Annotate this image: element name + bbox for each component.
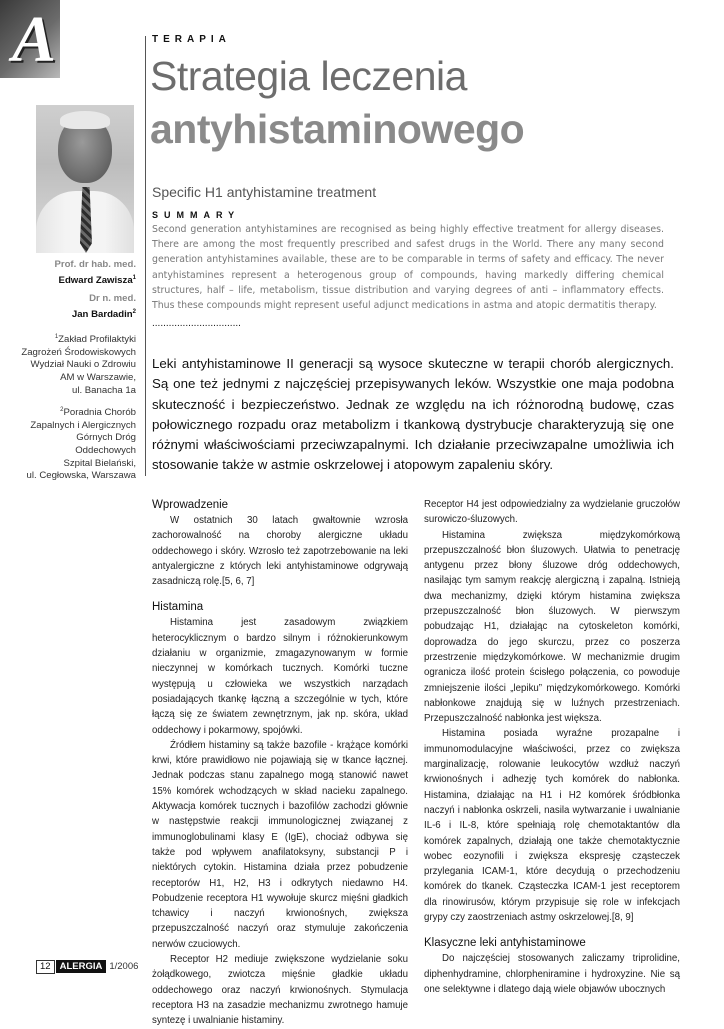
affiliation-2-line (0, 404, 136, 420)
spacer (424, 925, 680, 935)
author-2-name (0, 306, 136, 322)
corner-letter: A (12, 3, 57, 76)
separator-dots: ................................ (152, 318, 241, 329)
author-1-name-text: Edward Zawisza (58, 274, 133, 286)
h4-paragraph: Receptor H4 jest odpowiedzialny za wydzielanie gruczołów surowiczo-śluzowych. (424, 499, 680, 526)
histamine-paragraph-3: Receptor H2 mediuje zwiększone wydzielanie soku żołądkowego, zwiotcza mięśnie gładkie układu oddechowego oraz naczyń krwionośnych. Stymulacja receptora H3 na zasadzie mechanizmu zwrotnego hamuje syntezę i uwalnianie histaminy. (152, 954, 408, 1027)
body-column-left (152, 497, 408, 1029)
spacer (152, 589, 408, 599)
page-footer (36, 960, 138, 973)
author-1-role: Prof. dr hab. med. (54, 259, 136, 270)
author-1-sup: 1 (132, 274, 136, 281)
header-divider (145, 36, 146, 476)
author-1-name (0, 272, 136, 288)
section-corner-block (0, 0, 60, 78)
affiliation-2-line-5: Szpital Bielański, (63, 457, 136, 469)
intro-heading: Wprowadzenie (152, 499, 229, 511)
affiliation-1-sup: 1 (54, 334, 59, 340)
affiliation-1 (0, 331, 136, 397)
author-2-name-text: Jan Bardadin (71, 308, 133, 320)
summary-text: Second generation antyhistamines are recognised as being highly effective treatment for allergy diseases. There are among the most frequently prescribed and safest drugs in the World. There any many second generation antyhistamines available, these are to be comparable in terms of safety and efficacy. The never antyhistamines represent a heterogenous group of compounds, having markedly differing chemical structures, half – life, metabolism, tissue distribution and varying degrees of anti – inflammatory effects. Thus these compounds might represent useful adjunct medications in astma and atopic dermatitis therapy. (152, 224, 664, 312)
author-2 (0, 293, 136, 321)
intro-paragraph: W ostatnich 30 latach gwałtownie wzrosła zachorowalność na choroby alergiczne układu oddechowego i skóry. Wzrosło też zapotrzebowanie na leki antyalergiczne z których leki antyhistaminowe odgrywają zasadniczą rolę.[5, 6, 7] (152, 515, 408, 588)
inflammatory-paragraph: Histamina posiada wyraźne prozapalne i immunomodulacyjne właściwości, przez co zwiększa marginalizację, rolowanie leukocytów wzdłuż naczyń krwionośnych i adhezję tych komórek do nabłonka. Histamina, działając na H1 i H2 komórek śródbłonka naczyń i nabłonka oskrzeli, nasila wytwarzanie i uwalnianie IL-6 i IL-8, które spełniają rolę chemotaktantów dla komórek zapalnych, działają one także chemotaktycznie wobec eozynofili i zwiększa ekspresję cząsteczek przylegania ICAM-1, które decydują o przechodzeniu komórek do tkanek. Cząsteczka ICAM-1 jest receptorem dla rinowirusów, którym przypisuje się role w infekcjach grypy czy zaostrzeniach astmy oskrzelowej.[8, 9] (424, 728, 680, 924)
affiliation-1-line-1: Zakład Profilaktyki (58, 334, 136, 346)
english-subtitle: Specific H1 antyhistamine treatment (152, 184, 377, 200)
section-label: TERAPIA (152, 34, 231, 45)
author-1 (0, 259, 136, 287)
classic-drugs-heading: Klasyczne leki antyhistaminowe (424, 937, 586, 950)
affiliation-2-line-2: Zapalnych i Alergicznych (30, 419, 136, 431)
journal-name: ALERGIA (56, 960, 107, 973)
affiliation-2-line-6: ul. Cegłowska, Warszawa (26, 470, 136, 482)
author-2-role: Dr n. med. (89, 293, 136, 304)
affiliation-1-line-5: ul. Banacha 1a (71, 384, 136, 396)
permeability-paragraph: Histamina zwiększa międzykomórkową przepuszczalność błon śluzowych. Ułatwia to penetrację antygenu przez błony śluzowe dróg oddechowych, nasilając tym samym reakcję alergiczną i zapalną. Istnieją dwa mechanizmy, dzięki którym histamina zwiększa przepuszczalność błon śluzowych. W pierwszym pobudzając H1, działając na cytoskeleton komórki, doprowadza do jego skurczu, przez co poszerza przestrzenie międzykomórkowe. W mechanizmie drugim ogranicza ilość protein ścisłego połączenia, co powoduje zmniejszenie ilości „lepiku” międzykomórkowego. Komórki nabłonkowe znajdują się w luźnych przestrzeniach. Przepuszczalność nabłonka jest większa. (424, 529, 680, 725)
lead-paragraph: Leki antyhistaminowe II generacji są wysoce skuteczne w terapii chorób alergicznych. Są one też jednymi z najczęściej przepisywanych leków. Wszystkie one maja podobna skuteczność i bezpieczeństwo. Jednak ze względu na ich różnorodną budowę, czas połowicznego rozpadu oraz metabolizm i tkankową dystrybucje charakteryzują się one różnymi właściwościami przeciwzapalnymi. Ich działanie przeciwzapalne umożliwia ich stosowanie także w astmie oskrzelowej i atopowym zapaleniu skóry. (152, 356, 674, 473)
title-line-1: Strategia leczenia (150, 53, 467, 99)
affiliation-2-line-3: Górnych Dróg (76, 432, 136, 444)
photo-hair (60, 111, 110, 129)
affiliation-2-line-4: Oddechowych (75, 444, 136, 456)
affiliation-2 (0, 404, 136, 483)
issue-number: 1/2006 (109, 961, 139, 972)
body-column-right (424, 497, 680, 997)
classic-drugs-paragraph: Do najczęściej stosowanych zaliczamy triprolidine, diphenhydramine, chlorpheniramine i hydroxyzine. Nie są one selektywne i dlatego dają wiele objawów ubocznych (424, 953, 680, 995)
title-line-2: antyhistaminowego (150, 106, 525, 152)
page-number: 12 (36, 960, 55, 974)
affiliation-1-line-2: Zagrożeń Środowiskowych (21, 346, 136, 358)
affiliation-2-sup: 2 (60, 407, 64, 413)
affiliation-1-line-4: AM w Warszawie, (60, 371, 136, 383)
histamine-paragraph-2: Źródłem histaminy są także bazofile - krążące komórki krwi, które prawidłowo nie pojawiają się w tkance łącznej. Jednak podczas stanu zapalnego mogą stanowić nawet 15% komórek wchodzących w skład nacieku zapalnego. Aktywacja komórek tucznych i bazofilów zachodzi głównie w następstwie reakcji immunologicznej związanej z immunoglobulinami klasy E (IgE), chociaż odbywa się także pod wpływem anafilatoksyny, substancji P i niektórych cytokin. Histamina działa przez pobudzenie receptorów H1, H2, H3 i odkrytych niedawno H4. Pobudzenie receptora H1 wywołuje skurcz mięśni gładkich tchawicy i naczyń krwionośnych, zwiększa przepuszczalność naczyń oraz stymuluje zakończenia nerwów czuciowych. (152, 739, 408, 950)
author-photo (36, 105, 134, 253)
summary-label: SUMMARY (152, 210, 241, 220)
author-2-sup: 2 (132, 308, 136, 315)
affiliation-1-line (0, 331, 136, 347)
histamine-heading: Histamina (152, 601, 204, 614)
histamine-paragraph-1: Histamina jest zasadowym związkiem heterocyklicznym o bardzo silnym i różnokierunkowym działaniu w organizmie, zmagazynowanym w formie nieczynnej w komórkach tucznych. Komórki tuczne występują u człowieka we wszystkich narządach posiadających tkankę łączną a szczególnie w tych, które łączą się ze światem zewnętrznym, jak np. skóra, układ oddechowy i pokarmowy, spojówki. (152, 617, 408, 736)
affiliation-2-line-1: Poradnia Chorób (63, 407, 136, 419)
affiliation-1-line-3: Wydział Nauki o Zdrowiu (30, 359, 136, 371)
